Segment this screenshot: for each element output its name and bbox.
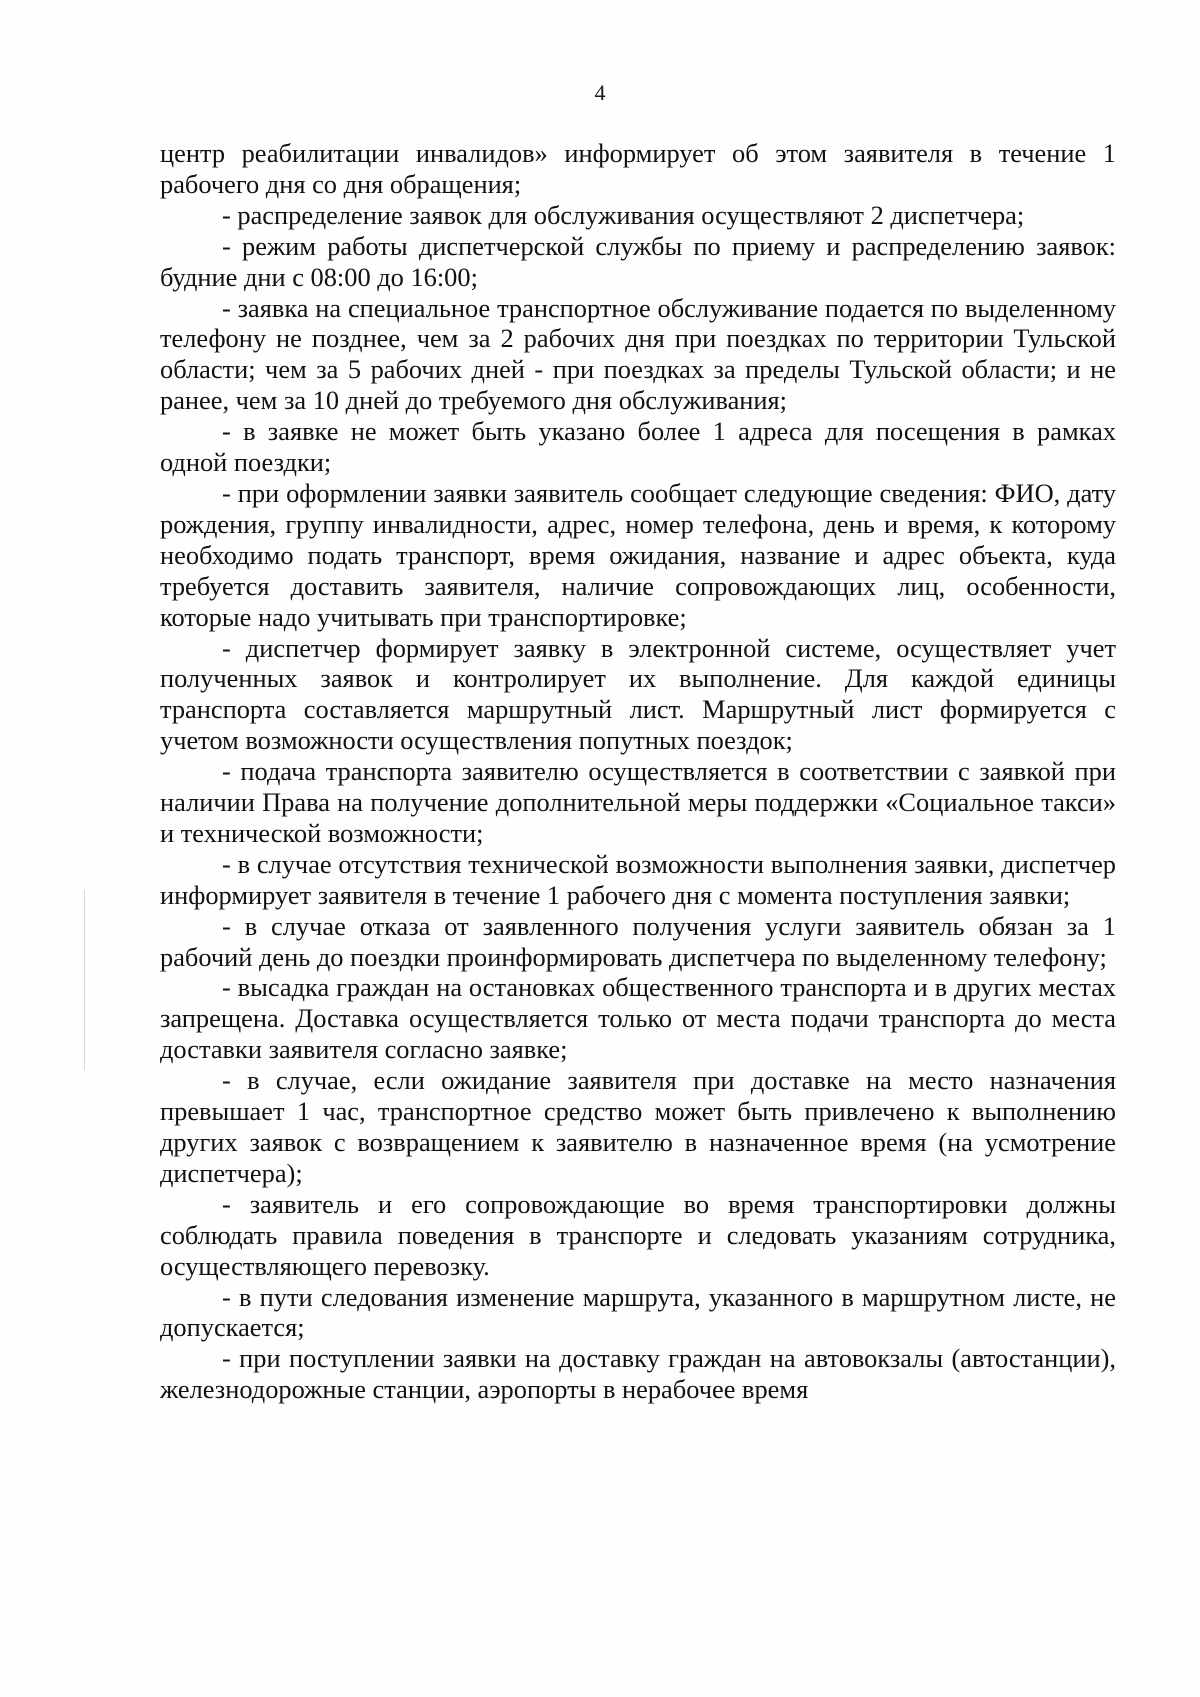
paragraph-request-details: - при оформлении заявки заявитель сообщает следующие сведения: ФИО, дату рождения, группу инвалидности, адрес, номер телефона, день и время, к которому необходимо подать транспорт, время ожидания, название и адрес объекта, куда требуется доставить заявителя, наличие сопровождающих лиц, особенности, которые надо учитывать при транспортировке;	[160, 477, 1116, 632]
paragraph-dispatchers-count: - распределение заявок для обслуживания осуществляют 2 диспетчера;	[222, 199, 1025, 230]
page-number: 4	[594, 80, 606, 105]
paragraph-route-change: - в пути следования изменение маршрута, указанного в маршрутном листе, не допускается;	[160, 1281, 1116, 1343]
paragraph-dropoff-rules: - высадка граждан на остановках общественного транспорта и в других местах запрещена. Доставка осуществляется только от места подачи транспорта до места доставки заявителя согласно заявке;	[160, 972, 1116, 1065]
document-body	[160, 138, 1116, 1405]
paragraph-request-deadlines: - заявка на специальное транспортное обслуживание подается по выделенному телефону не позднее, чем за 2 рабочих дня при поездках по территории Тульской области; чем за 5 рабочих дней - при поездках за пределы Тульской области; и не ранее, чем за 10 дней до требуемого дня обслуживания;	[160, 292, 1116, 416]
paragraph-waiting-time: - в случае, если ожидание заявителя при доставке на место назначения превышает 1 час, транспортное средство может быть привлечено к выполнению других заявок с возвращением к заявителю в назначенное время (на усмотрение диспетчера);	[160, 1065, 1116, 1188]
paragraph-working-hours: - режим работы диспетчерской службы по приему и распределению заявок: будние дни с 08:00 до 16:00;	[160, 230, 1116, 292]
paragraph-address-limit: - в заявке не может быть указано более 1 адреса для посещения в рамках одной поездки;	[160, 416, 1116, 478]
paragraph-station-delivery: - при поступлении заявки на доставку граждан на автовокзалы (автостанции), железнодорожные станции, аэропорты в нерабочее время	[160, 1343, 1116, 1405]
paragraph-dispatcher-duties: - диспетчер формирует заявку в электронной системе, осуществляет учет полученных заявок и контролирует их выполнение. Для каждой единицы транспорта составляется маршрутный лист. Маршрутный лист формируется с учетом возможности осуществления попутных поездок;	[160, 632, 1116, 756]
scan-margin-mark	[84, 890, 85, 1070]
paragraph-cancellation: - в случае отказа от заявленного получения услуги заявитель обязан за 1 рабочий день до поездки проинформировать диспетчера по выделенному телефону;	[160, 910, 1116, 972]
paragraph-no-capacity: - в случае отсутствия технической возможности выполнения заявки, диспетчер информирует заявителя в течение 1 рабочего дня с момента поступления заявки;	[160, 848, 1116, 910]
paragraph-passenger-conduct: - заявитель и его сопровождающие во время транспортировки должны соблюдать правила поведения в транспорте и следовать указаниям сотрудника, осуществляющего перевозку.	[160, 1188, 1116, 1281]
paragraph-transport-provision: - подача транспорта заявителю осуществляется в соответствии с заявкой при наличии Права на получение дополнительной меры поддержки «Социальное такси» и технической возможности;	[160, 756, 1116, 848]
paragraph-continuation: центр реабилитации инвалидов» информирует об этом заявителя в течение 1 рабочего дня со дня обращения;	[160, 138, 1116, 199]
